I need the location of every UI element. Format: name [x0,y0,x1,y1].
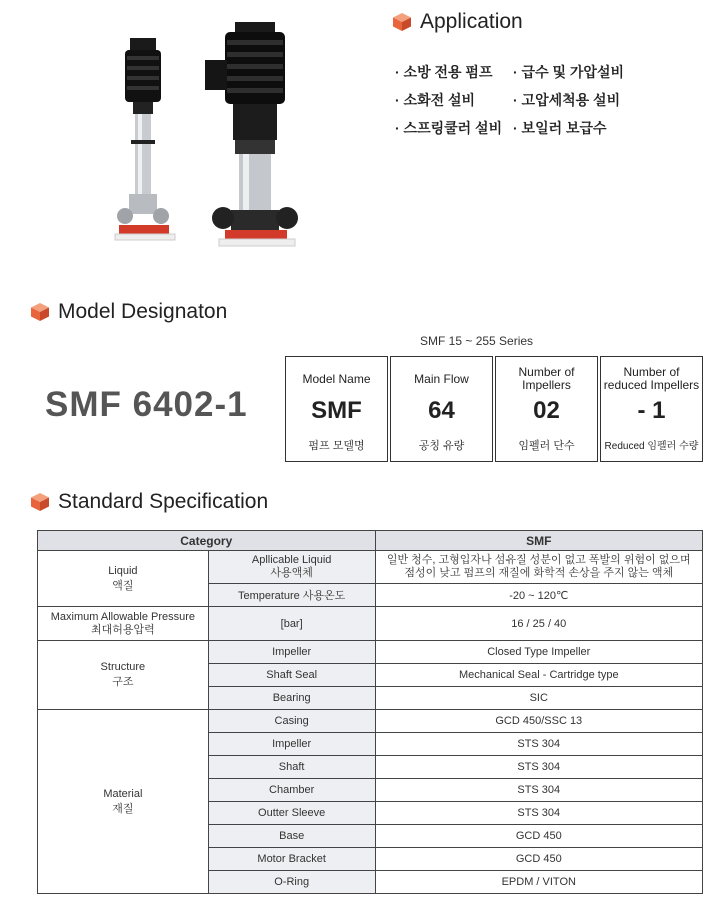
small-pump-illustration [115,38,175,240]
specification-table [37,530,703,894]
model-designation-header [30,300,227,324]
box-value: 64 [428,397,455,424]
row-label: Temperature 사용온도 [208,584,375,607]
box-sub: 공칭 유량 [418,440,465,452]
designation-box-reduced-impellers [600,356,703,462]
application-item: · 보일러 보급수 [513,120,607,136]
box-label: Main Flow [414,371,469,386]
designation-box-model-name [285,356,388,462]
designation-box-impellers [495,356,598,462]
row-value: 16 / 25 / 40 [375,607,702,641]
row-label: Shaft Seal [208,664,375,687]
cube-icon [30,492,50,512]
row-value: Closed Type Impeller [375,641,702,664]
box-value: 02 [533,397,560,424]
pump-product-image [105,20,305,255]
model-code: SMF 6402-1 [45,385,248,424]
large-pump-illustration [205,22,298,246]
box-label: Model Name [302,371,371,386]
row-label: Chamber [208,779,375,802]
row-label: Shaft [208,756,375,779]
row-label: Apllicable Liquid 사용액체 [208,551,375,584]
box-sub: 펌프 모델명 [308,440,365,452]
application-list [395,62,715,138]
application-item: · 소화전 설비 [395,92,476,108]
box-value: - 1 [637,397,666,424]
row-label: Impeller [208,641,375,664]
standard-specification-title: Standard Specification [58,490,269,513]
row-label: [bar] [208,607,375,641]
row-label: Motor Bracket [208,848,375,871]
row-value: STS 304 [375,779,702,802]
box-label: Number of Impellers [518,365,575,392]
row-value: STS 304 [375,802,702,825]
cube-icon [30,302,50,322]
category-header: Category [38,531,376,551]
table-row [38,551,703,584]
row-label: Outter Sleeve [208,802,375,825]
row-value: GCD 450/SSC 13 [375,710,702,733]
box-value: SMF [311,397,362,424]
row-label: Base [208,825,375,848]
row-value: STS 304 [375,733,702,756]
row-label: Impeller [208,733,375,756]
row-label: Casing [208,710,375,733]
box-label: Number of reduced Impellers [603,365,700,392]
box-sub: 임펠러 단수 [518,440,575,452]
application-item: · 급수 및 가압설비 [513,64,624,80]
row-value: 일반 청수, 고형입자나 섬유질 성분이 없고 폭발의 위험이 없으며 점성이 낮고 펌프의 재질에 화학적 손상을 주지 않는 액체 [375,551,702,584]
table-row [38,710,703,733]
application-item: · 고압세척용 설비 [513,92,621,108]
row-value: GCD 450 [375,848,702,871]
row-label: Bearing [208,687,375,710]
row-value: -20 ~ 120℃ [375,584,702,607]
box-sub: Reduced 임펠러 수량 [604,441,699,452]
table-row [38,607,703,641]
group-structure: Structure 구조 [38,641,209,710]
smf-header: SMF [375,531,702,551]
application-header [392,10,523,34]
series-label: SMF 15 ~ 255 Series [420,334,534,348]
row-value: SIC [375,687,702,710]
cube-icon [392,12,412,32]
standard-specification-header [30,490,268,514]
group-liquid: Liquid 액질 [38,551,209,607]
model-designation-title: Model Designaton [58,300,228,323]
row-value: EPDM / VITON [375,871,702,894]
application-item: · 소방 전용 펌프 [395,64,493,80]
row-value: Mechanical Seal - Cartridge type [375,664,702,687]
row-value: STS 304 [375,756,702,779]
group-material: Material 재질 [38,710,209,894]
row-label: O-Ring [208,871,375,894]
application-item: · 스프링쿨러 설비 [395,120,503,136]
designation-box-main-flow [390,356,493,462]
table-row [38,641,703,664]
table-header-row [38,531,703,551]
row-value: GCD 450 [375,825,702,848]
application-title: Application [420,10,523,33]
group-pressure: Maximum Allowable Pressure 최대허용압력 [38,607,209,641]
